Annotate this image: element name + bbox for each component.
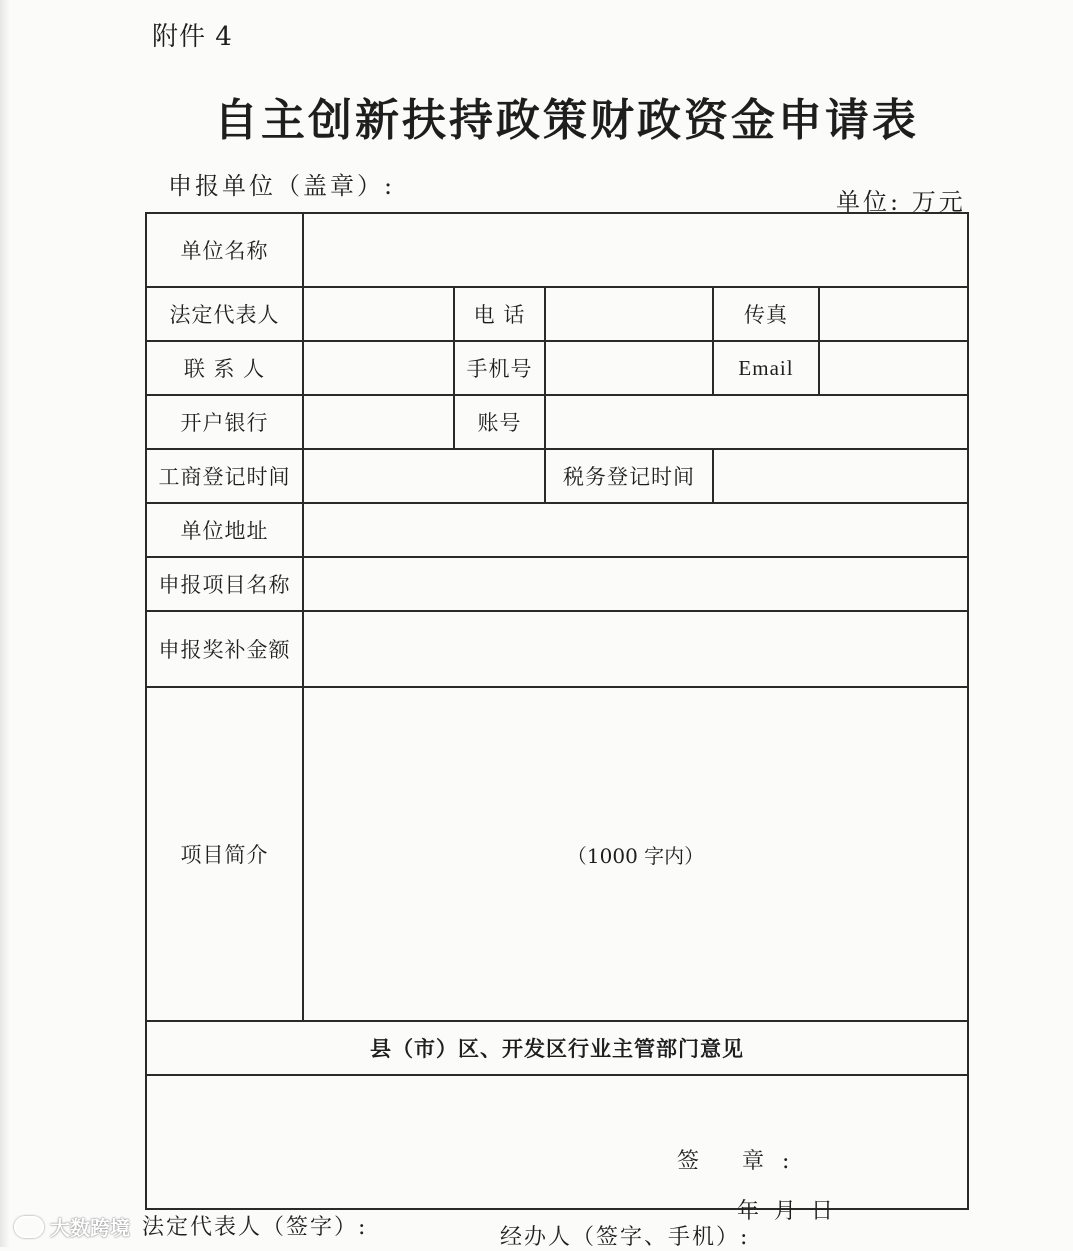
speech-bubble-icon [14, 1216, 44, 1238]
unit-name-label: 单位名称 [146, 213, 303, 287]
mobile-field[interactable] [545, 341, 713, 395]
application-form-table [145, 212, 969, 1224]
award-amount-label: 申报奖补金额 [146, 611, 303, 687]
mobile-label: 手机号 [454, 341, 545, 395]
biz-reg-time-field[interactable] [303, 449, 545, 503]
bank-field[interactable] [303, 395, 454, 449]
date-label: 年 月 日 [737, 1199, 837, 1224]
legal-rep-field[interactable] [303, 287, 454, 341]
fax-field[interactable] [819, 287, 968, 341]
contact-label: 联 系 人 [146, 341, 303, 395]
email-label: Email [713, 341, 819, 395]
tax-reg-time-label: 税务登记时间 [545, 449, 713, 503]
biz-reg-time-label: 工商登记时间 [146, 449, 303, 503]
seal-label: 签 章: [677, 1149, 808, 1174]
tax-reg-time-field[interactable] [713, 449, 968, 503]
legal-rep-label: 法定代表人 [146, 287, 303, 341]
account-field[interactable] [545, 395, 968, 449]
handler-signature-label: 经办人（签字、手机）: [500, 1225, 750, 1250]
phone-field[interactable] [545, 287, 713, 341]
contact-field[interactable] [303, 341, 454, 395]
project-intro-label: 项目简介 [146, 687, 303, 1021]
project-name-label: 申报项目名称 [146, 557, 303, 611]
email-field[interactable] [819, 341, 968, 395]
scan-edge [0, 0, 10, 1247]
award-amount-field[interactable] [303, 611, 968, 687]
unit-name-field[interactable] [303, 213, 968, 287]
department-opinion-field[interactable] [146, 1075, 968, 1224]
department-opinion-heading: 县（市）区、开发区行业主管部门意见 [146, 1021, 968, 1075]
phone-label: 电 话 [454, 287, 545, 341]
watermark [14, 1212, 130, 1241]
address-field[interactable] [303, 503, 968, 557]
address-label: 单位地址 [146, 503, 303, 557]
account-label: 账号 [454, 395, 545, 449]
fax-label: 传真 [713, 287, 819, 341]
watermark-text: 大数跨境 [50, 1216, 130, 1240]
applicant-unit-label: 申报单位（盖章）: [168, 172, 396, 200]
form-title: 自主创新扶持政策财政资金申请表 [214, 95, 919, 146]
project-name-field[interactable] [303, 557, 968, 611]
legal-rep-signature-label: 法定代表人（签字）: [142, 1215, 368, 1240]
project-intro-field[interactable] [303, 687, 968, 1021]
currency-unit-label: 单位: 万元 [836, 188, 966, 216]
bank-label: 开户银行 [146, 395, 303, 449]
attachment-number: 附件 4 [152, 22, 233, 52]
intro-length-note: （1000 字内） [566, 843, 705, 868]
